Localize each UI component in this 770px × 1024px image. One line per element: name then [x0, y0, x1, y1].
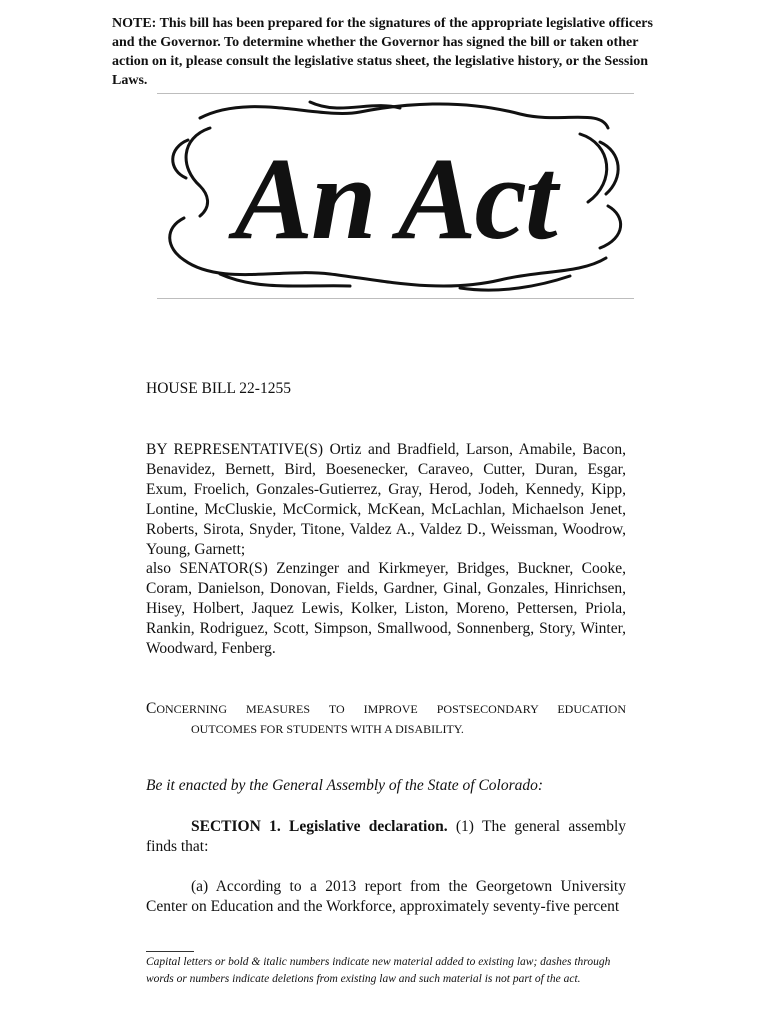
- bill-title-initial: C: [146, 700, 157, 717]
- header-rule-bottom: [157, 298, 634, 299]
- an-act-title: An Act: [234, 133, 556, 264]
- section-1: [146, 817, 626, 857]
- senators-list: also SENATOR(S) Zenzinger and Kirkmeyer, Bridges, Buckner, Cooke, Coram, Danielson, Donovan, Fields, Gardner, Ginal, Gonzales, Hinrichsen, Hisey, Holbert, Jaquez Lewis, Kolker, Liston, Moreno, Pettersen, Priola, Rankin, Rodriguez, Scott, Simpson, Smallwood, Sonnenberg, Story, Winter, Woodward, Fenberg.: [146, 560, 626, 658]
- an-act-banner: [160, 98, 630, 294]
- section-1-text: (1) The general assembly finds that:: [146, 818, 627, 855]
- footnote-rule: [146, 951, 194, 952]
- enacting-clause: Be it enacted by the General Assembly of the State of Colorado:: [146, 777, 544, 794]
- bill-title-line-1: [146, 699, 626, 719]
- paragraph-a: (a) According to a 2013 report from the Georgetown University Center on Education and the Workforce, approximately seventy-five percent: [146, 878, 626, 915]
- legislative-note: NOTE: This bill has been prepared for the signatures of the appropriate legislative officers and the Governor. To determine whether the Governor has signed the bill or taken other action on it, please consult the legislative status sheet, the legislative history, or the Session Laws.: [112, 16, 653, 88]
- bill-title-line-2: OUTCOMES FOR STUDENTS WITH A DISABILITY.: [191, 722, 464, 736]
- bill-title: [146, 699, 626, 739]
- bill-number: HOUSE BILL 22-1255: [146, 380, 291, 397]
- representatives-list: BY REPRESENTATIVE(S) Ortiz and Bradfield, Larson, Amabile, Bacon, Benavidez, Bernett, Bird, Boesenecker, Caraveo, Cutter, Duran, Esgar, Exum, Froelich, Gonzales-Gutierrez, Gray, Herod, Jodeh, Kennedy, Kipp, Lontine, McCluskie, McCormick, McKean, McLachlan, Michaelson Jenet, Roberts, Sirota, Snyder, Titone, Valdez A., Valdez D., Weissman, Woodrow, Young, Garnett;: [146, 441, 626, 558]
- sponsors-block: [146, 440, 626, 659]
- footnote: Capital letters or bold & italic numbers indicate new material added to existing law; dashes through words or numbers indicate deletions from existing law and such material is not part of the act.: [146, 956, 611, 985]
- header-rule-top: [157, 93, 634, 94]
- bill-title-line-1-text: ONCERNING MEASURES TO IMPROVE POSTSECONDARY EDUCATION: [156, 702, 626, 716]
- section-1-heading: SECTION 1. Legislative declaration.: [191, 818, 448, 835]
